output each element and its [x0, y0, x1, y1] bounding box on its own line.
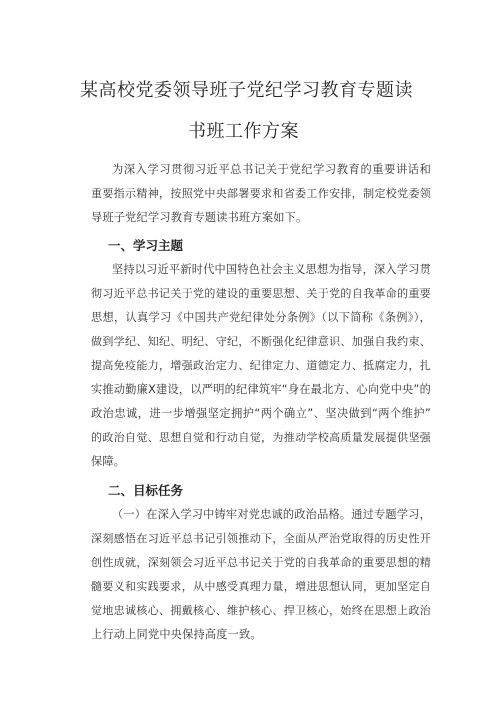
intro-paragraph-line: 导班子党纪学习教育专题读书班方案如下。 — [91, 211, 308, 224]
section-2-paragraph-line: 深刻感悟在习近平总书记引领推动下，全面从严治党取得的历史性开 — [91, 532, 431, 545]
section-1-paragraph-line: 的政治自觉、思想自觉和行动自觉，为推动学校高质量发展提供坚强 — [91, 431, 431, 444]
section-1-paragraph-line: 彻习近平总书记关于党的建设的重要思想、关于党的自我革命的重要 — [91, 287, 431, 300]
document-title-line-2: 书班工作方案 — [188, 121, 299, 142]
section-1-paragraph-line: 保障。 — [91, 455, 126, 468]
section-2-paragraph-line: 髓要义和实践要求，从中感受真理力量，增进思想认同，更加坚定自 — [91, 580, 431, 593]
section-1-paragraph-line: 实推动勤廉X建设，以严明的纪律筑牢“身在最北方、心向党中央”的 — [91, 383, 431, 396]
section-2-paragraph-line: 创性成就，深刻领会习近平总书记关于党的自我革命的重要思想的精 — [91, 556, 431, 569]
section-1-paragraph-line: 政治忠诚，进一步增强坚定拥护“两个确立”、坚决做到“两个维护” — [91, 407, 431, 420]
intro-paragraph-line: 为深入学习贯彻习近平总书记关于党纪学习教育的重要讲话和 — [112, 163, 431, 176]
document-title-line-1: 某高校党委领导班子党纪学习教育专题读 — [80, 80, 413, 101]
section-1-heading: 一、学习主题 — [108, 238, 184, 253]
section-1-paragraph-line: 思想，认真学习《中国共产党纪律处分条例》（以下简称《条例》）， — [91, 311, 431, 324]
section-1-paragraph-line: 做到学纪、知纪、明纪、守纪，不断强化纪律意识、加强自我约束、 — [91, 335, 431, 348]
section-1-paragraph-line: 提高免疫能力，增强政治定力、纪律定力、道德定力、抵腐定力，扎 — [91, 359, 431, 372]
section-2-paragraph-line: 上行动上同党中央保持高度一致。 — [91, 628, 262, 641]
intro-paragraph-line: 重要指示精神，按照党中央部署要求和省委工作安排，制定校党委领 — [91, 187, 431, 200]
section-2-paragraph-line: 觉地忠诚核心、拥戴核心、维护核心、捍卫核心，始终在思想上政治 — [91, 604, 431, 617]
section-2-paragraph-line: （一）在深入学习中铸牢对党忠诚的政治品格。通过专题学习， — [112, 508, 431, 521]
section-1-paragraph-line: 坚持以习近平新时代中国特色社会主义思想为指导，深入学习贯 — [112, 263, 431, 276]
section-2-heading: 二、目标任务 — [108, 483, 184, 498]
